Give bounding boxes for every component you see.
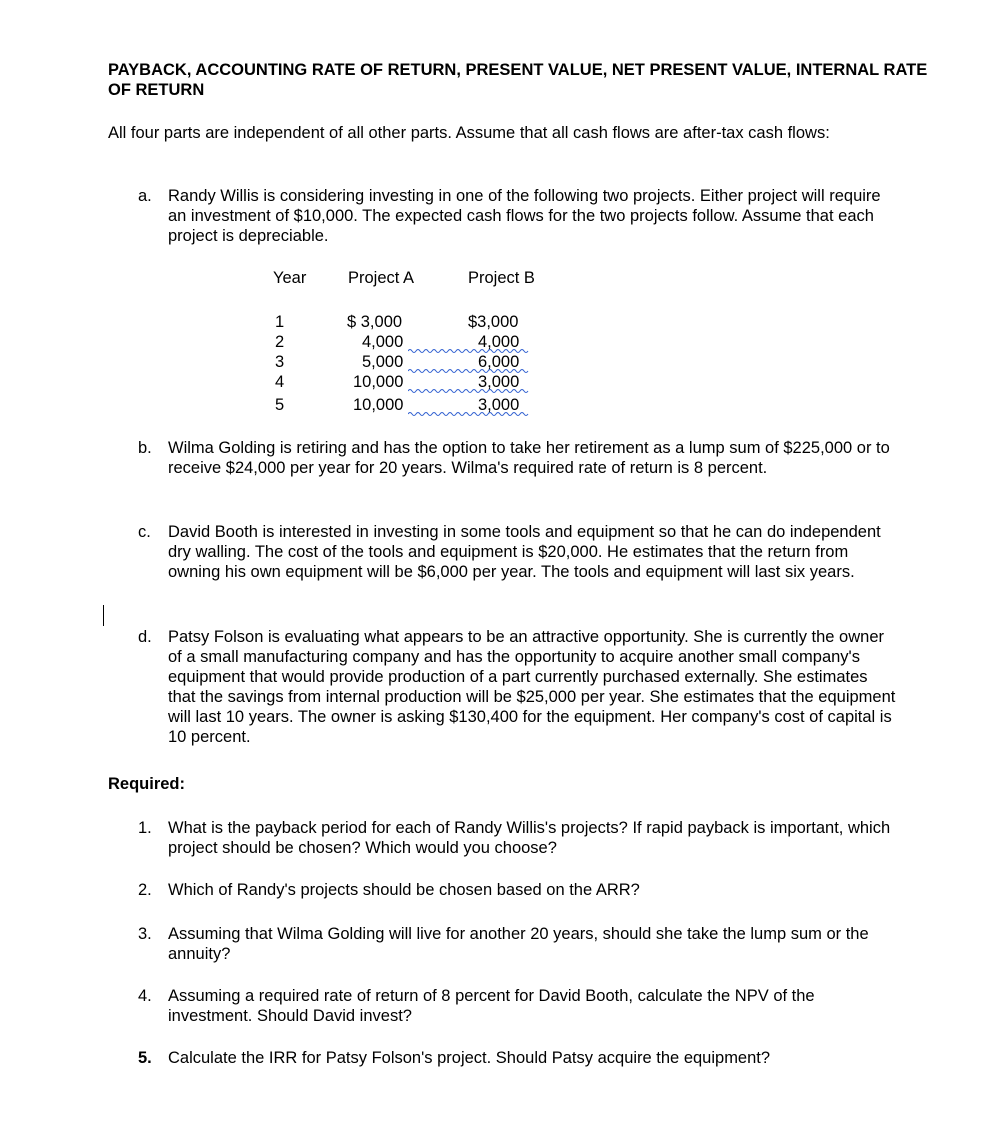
part-marker: a. (138, 187, 152, 205)
question-item (138, 986, 898, 1026)
question-item (138, 818, 898, 858)
table-cell-project-a: 4,000 (362, 333, 404, 351)
table-cell-year: 2 (275, 333, 285, 351)
intro-paragraph: All four parts are independent of all other parts. Assume that all cash flows are after-tax cash flows: (108, 124, 830, 142)
question-number: 3. (138, 925, 152, 943)
question-text: Assuming that Wilma Golding will live for another 20 years, should she take the lump sum or the annuity? (168, 925, 869, 963)
table-cell-project-b: 6,000 (478, 353, 520, 371)
part-text: David Booth is interested in investing in some tools and equipment so that he can do independent dry walling. The cost of the tools and equipment is $20,000. He estimates that the return from owning his own equipment will be $6,000 per year. The tools and equipment will last six years. (168, 523, 881, 581)
table-cell-project-b: $3,000 (468, 313, 519, 331)
spellcheck-squiggle (408, 348, 530, 354)
part-text: Wilma Golding is retiring and has the option to take her retirement as a lump sum of $225,000 or to receive $24,000 per year for 20 years. Wilma's required rate of return is 8 percent. (168, 439, 890, 477)
part-b (138, 438, 898, 478)
part-d (138, 627, 898, 747)
part-marker: c. (138, 523, 151, 541)
table-header-project-b: Project B (468, 269, 535, 287)
table-cell-year: 5 (275, 396, 285, 414)
spellcheck-squiggle (408, 411, 530, 417)
part-text: Randy Willis is considering investing in one of the following two projects. Either project will require an investment of $10,000. The expected cash flows for the two projects follow. Assume that each project is depreciable. (168, 187, 881, 245)
spellcheck-squiggle (408, 388, 530, 394)
text-cursor (103, 605, 104, 626)
question-text: Which of Randy's projects should be chosen based on the ARR? (168, 881, 640, 899)
question-text: Calculate the IRR for Patsy Folson's project. Should Patsy acquire the equipment? (168, 1049, 771, 1067)
question-number: 2. (138, 881, 152, 899)
table-cell-year: 4 (275, 373, 285, 391)
table-cell-project-a: 10,000 (353, 396, 404, 414)
part-text: Patsy Folson is evaluating what appears to be an attractive opportunity. She is currently the owner of a small manufacturing company and has the opportunity to acquire another small company's equipment that would provide production of a part currently purchased externally. She estimates that the savings from internal production will be $25,000 per year. She estimates that the equipment will last 10 years. The owner is asking $130,400 for the equipment. Her company's cost of capital is 10 percent. (168, 628, 896, 746)
table-cell-year: 3 (275, 353, 285, 371)
table-cell-project-a: 5,000 (362, 353, 404, 371)
part-marker: b. (138, 439, 152, 457)
table-cell-project-b: 3,000 (478, 373, 520, 391)
question-item (138, 924, 898, 964)
table-cell-project-a: $ 3,000 (347, 313, 403, 331)
part-a (138, 186, 898, 246)
required-heading: Required: (108, 775, 186, 793)
table-cell-project-b: 4,000 (478, 333, 520, 351)
question-item (138, 880, 898, 900)
part-c (138, 522, 898, 582)
question-number: 4. (138, 987, 152, 1005)
question-number: 5. (138, 1049, 152, 1067)
table-cell-project-a: 10,000 (353, 373, 404, 391)
table-cell-year: 1 (275, 313, 285, 331)
question-item (138, 1048, 898, 1068)
page-title: PAYBACK, ACCOUNTING RATE OF RETURN, PRESENT VALUE, NET PRESENT VALUE, INTERNAL RATE OF RETURN (108, 61, 928, 99)
spellcheck-squiggle (408, 368, 530, 374)
question-text: Assuming a required rate of return of 8 percent for David Booth, calculate the NPV of the investment. Should David invest? (168, 987, 815, 1025)
table-cell-project-b: 3,000 (478, 396, 520, 414)
question-number: 1. (138, 819, 152, 837)
table-header-year: Year (273, 269, 307, 287)
part-marker: d. (138, 628, 152, 646)
question-text: What is the payback period for each of Randy Willis's projects? If rapid payback is important, which project should be chosen? Which would you choose? (168, 819, 891, 857)
table-header-project-a: Project A (348, 269, 415, 287)
